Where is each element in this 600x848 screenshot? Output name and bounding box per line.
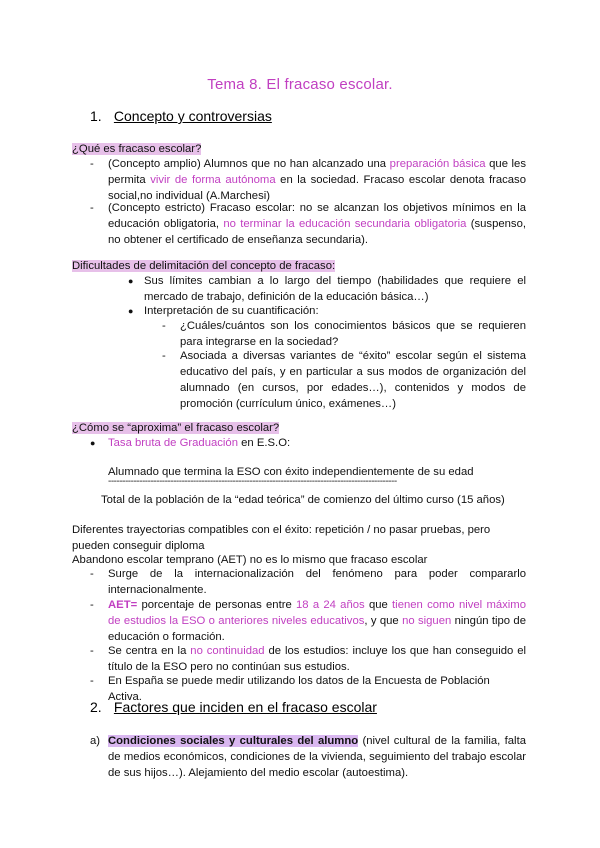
definition-broad-highlight-1: preparación básica (389, 158, 486, 170)
dash-bullet: - (90, 645, 94, 657)
aet-item-2-text-2: que (364, 599, 393, 611)
aet-item-2 (90, 597, 526, 645)
difficulty-bullet-1-text: Sus límites cambian a lo largo del tiempo (habilidades que requiere el mercado de trabajo, definición de la educación básica…) (144, 275, 526, 303)
section-2-title: Factores que inciden en el fracaso escolar (113, 699, 377, 715)
factor-a-title: Condiciones sociales y culturales del alumno (108, 735, 359, 747)
page-title: Tema 8. El fracaso escolar. (207, 76, 393, 93)
factor-a-label: a) (90, 735, 101, 747)
question-approximation-label: ¿Cómo se “aproxima” el fracaso escolar? (72, 422, 280, 434)
aet-item-2-text-3: , y que (364, 615, 403, 627)
aet-item-3-text-2: de los estudios: incluye los que han conseguido el título de la ESO pero no continúan sus estudios. (108, 645, 526, 673)
bullet-dot: ● (90, 438, 96, 448)
definition-strict-text-2: (suspenso, no obtener el certificado de enseñanza secundaria). (108, 218, 526, 246)
aet-item-2-text-1: porcentaje de personas entre (137, 599, 297, 611)
section-1-heading (90, 108, 272, 124)
difficulty-sub-2-text: Asociada a diversas variantes de “éxito” escolar según el sistema educativo del país, y en particular a sus modos de organización del alumnado (en cursos, por edades…), contenidos y modos de promoción (currículum único, exámenes…) (180, 350, 526, 410)
difficulty-sub-2 (162, 348, 526, 412)
formula-numerator: Alumnado que termina la ESO con éxito independientemente de su edad (108, 466, 474, 478)
section-2-number: 2. (90, 699, 102, 715)
definition-strict-highlight: no terminar la educación secundaria obligatoria (223, 218, 467, 230)
definition-strict (90, 200, 526, 248)
aet-not-following: no siguen (402, 615, 452, 627)
aet-item-3-text-1: Se centra en la (108, 645, 191, 657)
graduation-rate-bullet (90, 435, 291, 451)
aet-no-continuity: no continuidad (190, 645, 265, 657)
dash-bullet: - (90, 675, 94, 687)
definition-broad (90, 156, 526, 204)
formula-rule: ------------------------------------------------------------------------------------------------------ (108, 476, 397, 487)
dash-bullet: - (90, 202, 94, 214)
section-1-number: 1. (90, 108, 102, 124)
difficulty-sub-1 (162, 318, 526, 350)
difficulty-sub-1-text: ¿Cuáles/cuántos son los conocimientos básicos que se requieren para integrarse en la sociedad? (180, 320, 526, 348)
difficulty-bullet-2-text: Interpretación de su cuantificación: (144, 305, 319, 317)
factor-a (90, 733, 526, 781)
factor-a-text: (nivel cultural de la familia, falta de medios económicos, condiciones de la vivienda, seguimiento del trabajo escolar de sus hijos…). Alejamiento del medio escolar (autoestima). (108, 735, 526, 779)
aet-item-1 (90, 566, 526, 598)
section-2-heading (90, 699, 377, 715)
aet-item-1-text: Surge de la internacionalización del fenómeno para poder compararlo internacionalmente. (108, 568, 526, 596)
difficulty-bullet-1 (128, 273, 526, 305)
definition-broad-text-3: en la sociedad. Fracaso escolar denota fracaso social,no individual (A.Marchesi) (108, 174, 526, 202)
formula-denominator: Total de la población de la “edad teórica” de comienzo del último curso (15 años) (101, 494, 505, 506)
question-what-is-label: ¿Qué es fracaso escolar? (72, 143, 202, 155)
difficulty-bullet-2 (128, 303, 526, 319)
aet-age-range: 18 a 24 años (296, 599, 365, 611)
question-difficulties (72, 258, 335, 274)
graduation-rate-highlight: Tasa bruta de Graduación (108, 437, 238, 449)
bullet-dot: ● (128, 276, 134, 286)
trajectories-paragraph: Diferentes trayectorias compatibles con el éxito: repetición / no pasar pruebas, pero pueden conseguir diploma (72, 524, 491, 552)
definition-broad-text-1: (Concepto amplio) Alumnos que no han alcanzado una (108, 158, 390, 170)
aet-item-3 (90, 643, 526, 675)
dash-bullet: - (162, 320, 166, 332)
aet-intro: Abandono escolar temprano (AET) no es lo mismo que fracaso escolar (72, 554, 428, 566)
dash-bullet: - (90, 599, 94, 611)
question-difficulties-label: Dificultades de delimitación del concepto de fracaso: (72, 260, 336, 272)
definition-broad-highlight-2: vivir de forma autónoma (150, 174, 276, 186)
dash-bullet: - (90, 158, 94, 170)
bullet-dot: ● (128, 306, 134, 316)
definition-broad-text-2: que les permita (108, 158, 526, 186)
section-1-title: Concepto y controversias (113, 108, 272, 124)
dash-bullet: - (162, 350, 166, 362)
aet-max-level: tienen como nivel máximo de estudios la ESO o anteriores niveles educativos (108, 599, 526, 627)
definition-strict-text-1: (Concepto estricto) Fracaso escolar: no se alcanzan los objetivos mínimos en la educación obligatoria, (108, 202, 526, 230)
dash-bullet: - (90, 568, 94, 580)
aet-item-4-text: En España se puede medir utilizando los datos de la Encuesta de Población Activa. (108, 675, 490, 703)
graduation-rate-text: en E.S.O: (238, 437, 291, 449)
question-approximation (72, 420, 279, 436)
question-what-is (72, 141, 201, 157)
aet-definition-label: AET= (108, 599, 138, 611)
aet-item-2-text-4: ningún tipo de educación o formación. (108, 615, 526, 643)
